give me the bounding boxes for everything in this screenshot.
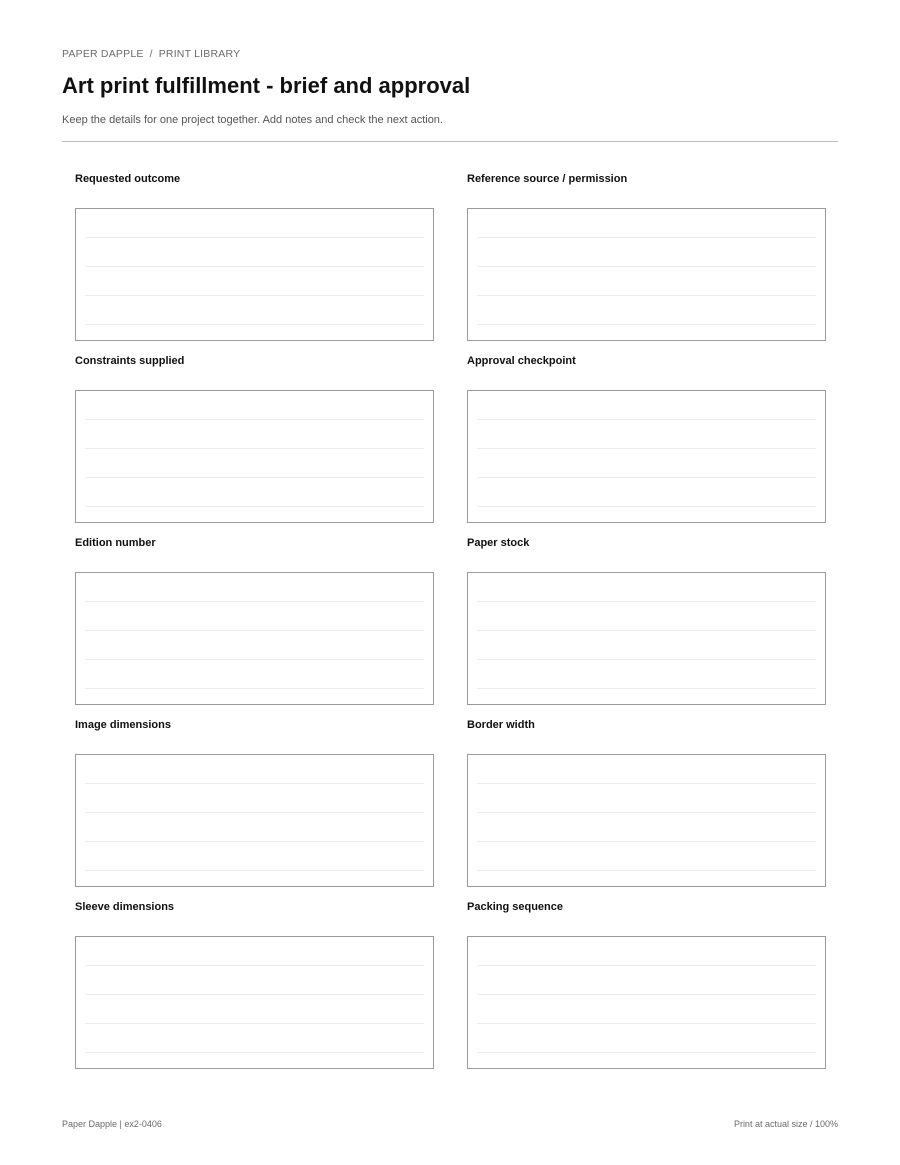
field-label: Image dimensions <box>75 719 171 731</box>
notes-box[interactable] <box>75 754 434 887</box>
ruled-line <box>477 659 816 660</box>
ruled-line <box>477 419 816 420</box>
ruled-line <box>85 295 424 296</box>
field-packing-sequence <box>467 900 826 1082</box>
field-label: Requested outcome <box>75 173 181 185</box>
ruled-line <box>477 477 816 478</box>
notes-box[interactable] <box>467 208 826 341</box>
field-paper-stock <box>467 536 826 718</box>
ruled-line <box>477 237 816 238</box>
notes-box[interactable] <box>467 936 826 1069</box>
header-divider <box>62 141 838 142</box>
ruled-line <box>85 994 424 995</box>
notes-box[interactable] <box>75 572 434 705</box>
document-page <box>62 0 838 1165</box>
field-requested-outcome <box>75 172 434 354</box>
ruled-line <box>85 1023 424 1024</box>
ruled-line <box>477 295 816 296</box>
ruled-line <box>477 783 816 784</box>
notes-box[interactable] <box>75 208 434 341</box>
ruled-line <box>85 419 424 420</box>
ruled-line <box>477 448 816 449</box>
ruled-line <box>477 994 816 995</box>
ruled-line <box>477 506 816 507</box>
ruled-line <box>85 965 424 966</box>
ruled-line <box>477 630 816 631</box>
ruled-line <box>477 965 816 966</box>
field-constraints-supplied <box>75 354 434 536</box>
ruled-line <box>477 1023 816 1024</box>
field-sleeve-dimensions <box>75 900 434 1082</box>
footer-document-id: Paper Dapple | ex2-0406 <box>62 1119 162 1129</box>
notes-box[interactable] <box>467 572 826 705</box>
ruled-line <box>477 688 816 689</box>
ruled-line <box>85 477 424 478</box>
ruled-line <box>85 601 424 602</box>
field-label: Approval checkpoint <box>467 355 576 367</box>
ruled-line <box>85 630 424 631</box>
notes-box[interactable] <box>75 936 434 1069</box>
field-label: Edition number <box>75 537 156 549</box>
breadcrumb-section[interactable]: PRINT LIBRARY <box>158 48 241 60</box>
field-label: Reference source / permission <box>467 173 628 185</box>
ruled-line <box>477 870 816 871</box>
ruled-line <box>477 812 816 813</box>
field-border-width <box>467 718 826 900</box>
field-label: Constraints supplied <box>75 355 185 367</box>
ruled-line <box>85 870 424 871</box>
ruled-line <box>85 688 424 689</box>
breadcrumb-separator: / <box>149 48 153 60</box>
ruled-line <box>85 659 424 660</box>
ruled-line <box>477 841 816 842</box>
ruled-line <box>477 1052 816 1053</box>
field-image-dimensions <box>75 718 434 900</box>
form-grid <box>75 172 826 1082</box>
ruled-line <box>85 448 424 449</box>
ruled-line <box>85 812 424 813</box>
footer-print-note: Print at actual size / 100% <box>733 1119 838 1129</box>
page-subtitle: Keep the details for one project together. Add notes and check the next action. <box>62 114 443 126</box>
ruled-line <box>85 324 424 325</box>
notes-box[interactable] <box>75 390 434 523</box>
breadcrumb <box>62 48 240 60</box>
ruled-line <box>85 237 424 238</box>
ruled-line <box>85 1052 424 1053</box>
field-label: Packing sequence <box>467 901 563 913</box>
ruled-line <box>85 783 424 784</box>
ruled-line <box>477 266 816 267</box>
field-label: Paper stock <box>467 537 530 549</box>
breadcrumb-brand[interactable]: PAPER DAPPLE <box>62 48 144 60</box>
ruled-line <box>85 506 424 507</box>
field-label: Border width <box>467 719 535 731</box>
ruled-line <box>477 324 816 325</box>
notes-box[interactable] <box>467 754 826 887</box>
ruled-line <box>85 266 424 267</box>
field-label: Sleeve dimensions <box>75 901 175 913</box>
ruled-line <box>85 841 424 842</box>
field-edition-number <box>75 536 434 718</box>
page-title: Art print fulfillment - brief and approval <box>62 73 471 98</box>
field-reference-source-permission <box>467 172 826 354</box>
ruled-line <box>477 601 816 602</box>
notes-box[interactable] <box>467 390 826 523</box>
field-approval-checkpoint <box>467 354 826 536</box>
